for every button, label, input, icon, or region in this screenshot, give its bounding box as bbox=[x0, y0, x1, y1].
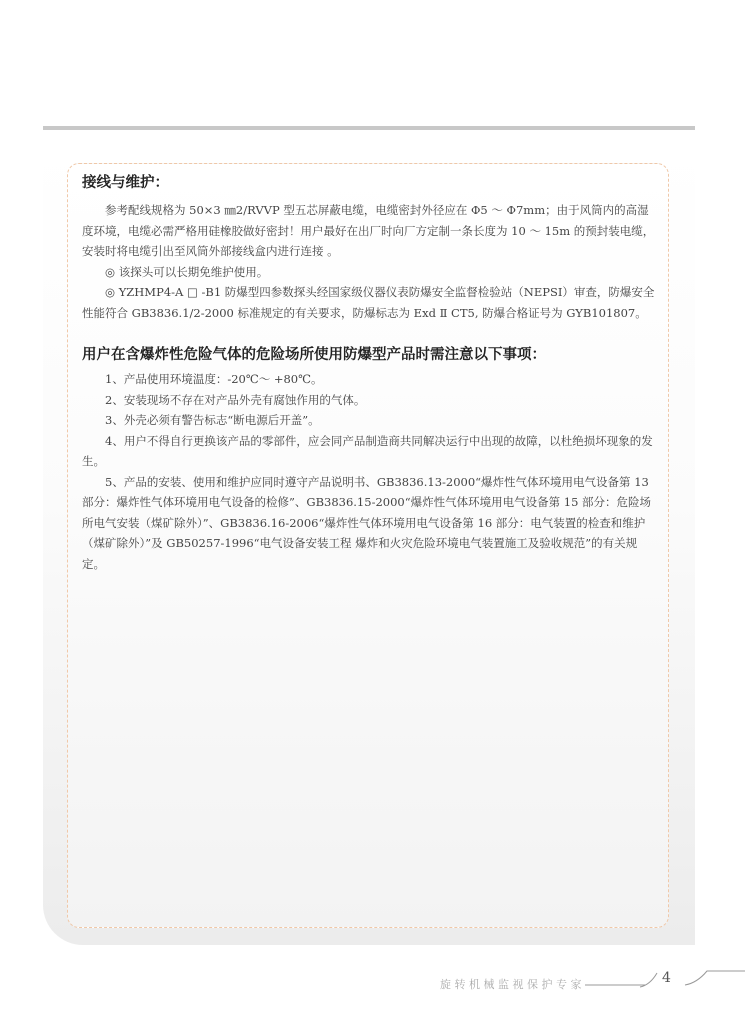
footer-tagline: 旋转机械监视保护专家 bbox=[440, 978, 585, 991]
list-item: 5、产品的安装、使用和维护应同时遵守产品说明书、GB3836.13-2000“爆炸性气体环境用电气设备第 13 部分：爆炸性气体环境用电气设备的检修”、GB3836.15-2000“爆炸性气体环境用电气设备第 15 部分：危险场所电气安装（煤矿除外）”、GB3836.16-2006“爆炸性气体环境用电气设备第 16 部分：电气装置的检查和维护（煤矿除外）”及 GB50257-1996“电气设备安装工程 爆炸和火灾危险环境电气装置施工及验收规范”的有关规定。 bbox=[82, 474, 652, 571]
section-wiring-body bbox=[82, 200, 658, 323]
section-title-precautions: 用户在含爆炸性危险气体的危险场所使用防爆型产品时需注意以下事项： bbox=[82, 347, 546, 363]
paragraph-explosion-proof-cert: ◎ YZHMP4-A □ -B1 防爆型四参数探头经国家级仪器仪表防爆安全监督检验站（NEPSI）审查，防爆安全性能符合 GB3836.1/2-2000 标准规定的有关要求，防爆标志为 Exd Ⅱ CT5, 防爆合格证号为 GYB101807。 bbox=[82, 285, 655, 320]
paragraph-maintenance-free: ◎ 该探头可以长期免维护使用。 bbox=[105, 264, 269, 279]
precautions-list bbox=[82, 369, 658, 574]
list-item: 3、外壳必须有警告标志“断电源后开盖”。 bbox=[105, 413, 320, 427]
paragraph-cable-spec: 参考配线规格为 50×3 ㎜2/RVVP 型五芯屏蔽电缆，电缆密封外径应在 Φ5 ～ Φ7mm；由于风筒内的高湿度环境，电缆必需严格用硅橡胶做好密封！用户最好在出厂时向厂方定制一条长度为 10 ～ 15m 的预封装电缆，安装时将电缆引出至风筒外部接线盒内进行连接 。 bbox=[82, 203, 655, 258]
list-item: 2、安装现场不存在对产品外壳有腐蚀作用的气体。 bbox=[105, 392, 366, 407]
top-divider bbox=[43, 126, 695, 130]
list-item: 1、产品使用环境温度：-20℃～ +80℃。 bbox=[105, 372, 323, 386]
section-title-wiring: 接线与维护： bbox=[82, 175, 169, 191]
list-item: 4、用户不得自行更换该产品的零部件，应会同产品制造商共同解决运行中出现的故障，以杜绝损坏现象的发生。 bbox=[82, 433, 653, 468]
page-number: 4 bbox=[662, 970, 671, 986]
